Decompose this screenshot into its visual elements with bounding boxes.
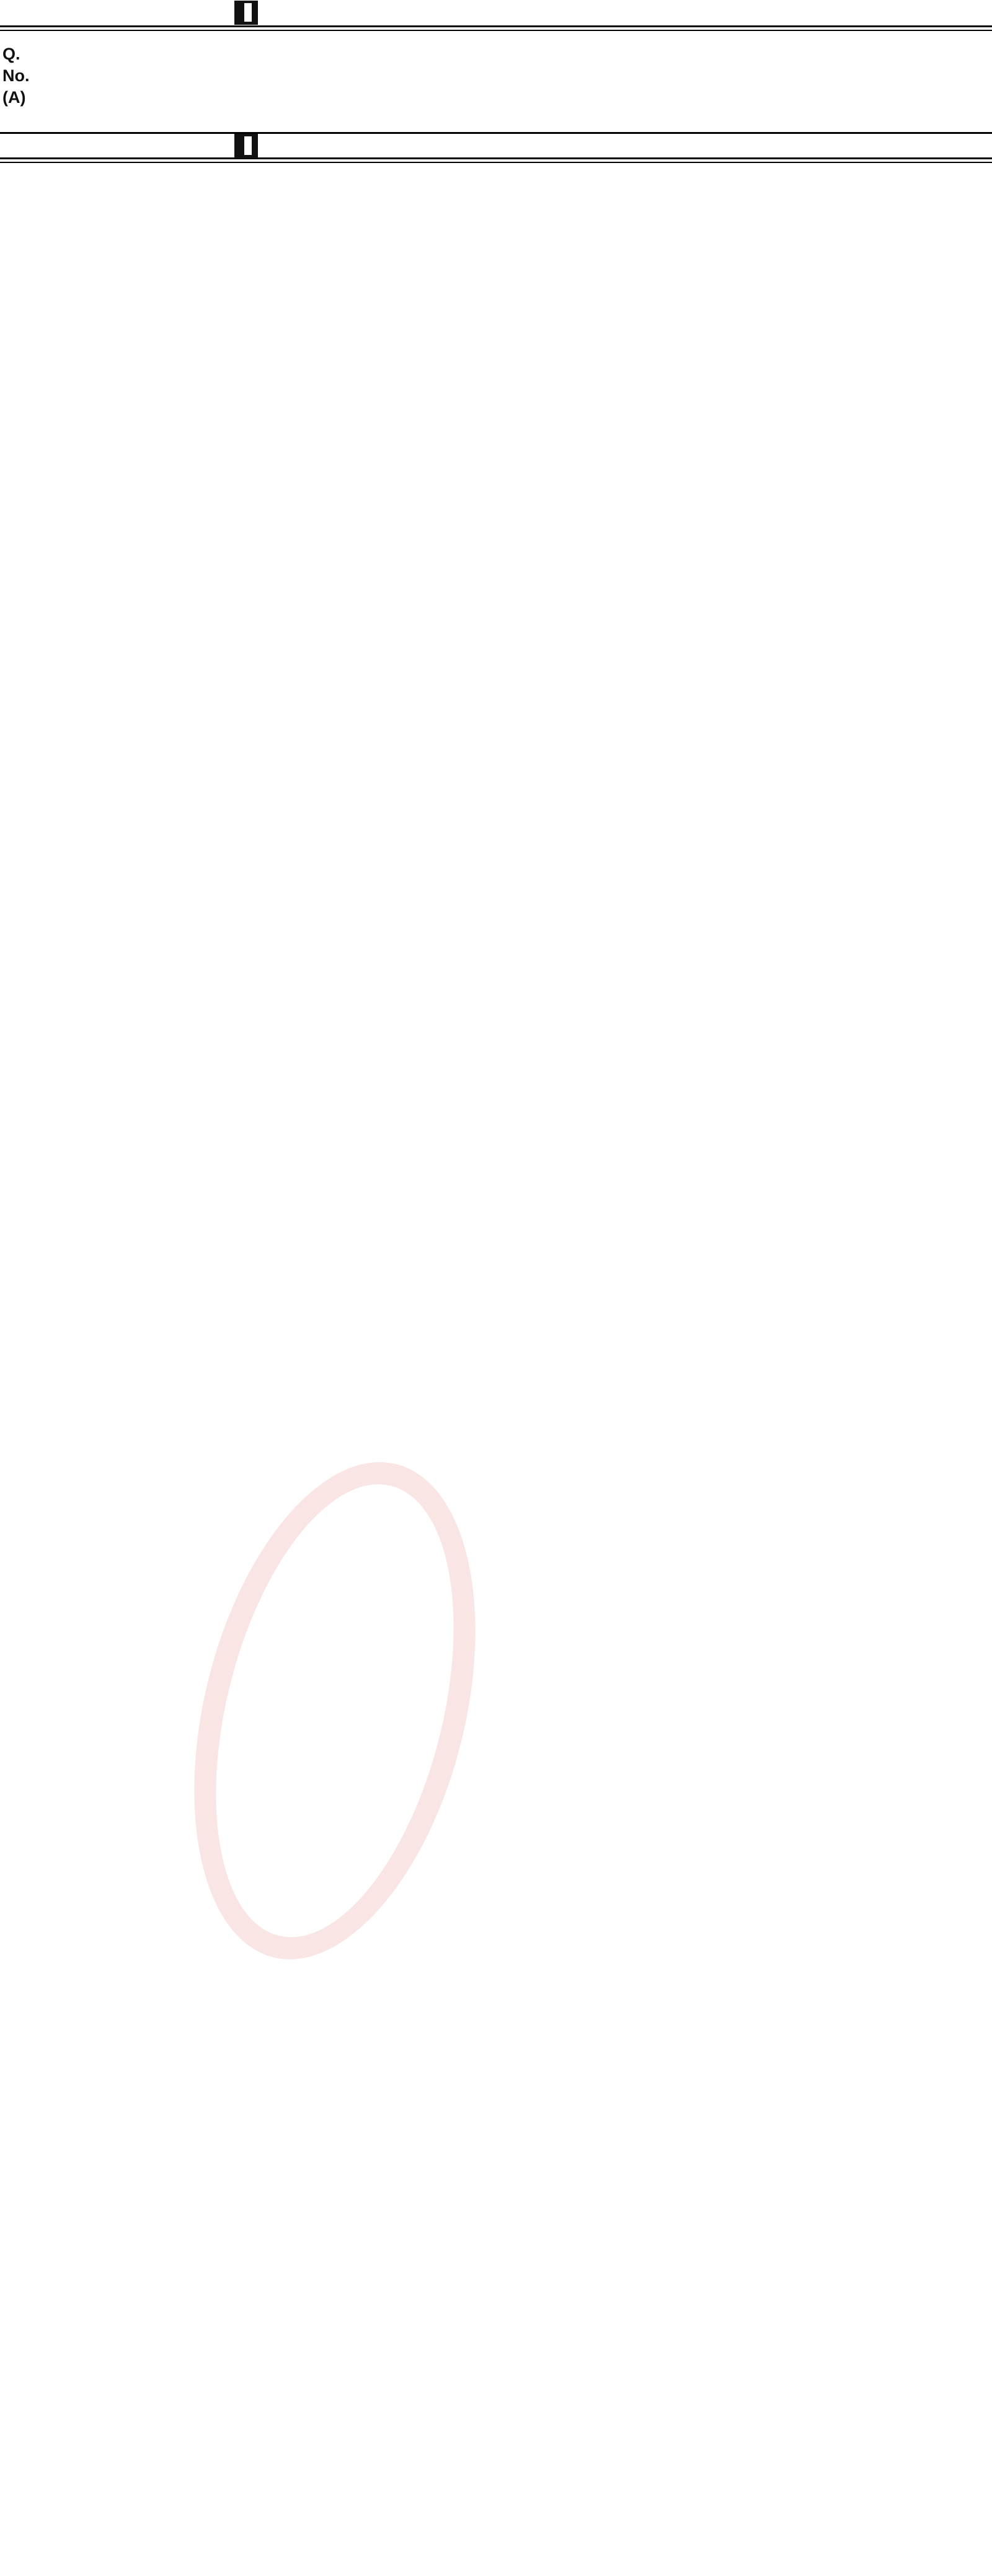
answers-by-2: [0, 112, 992, 113]
subject-badge: [234, 1, 258, 25]
watermark: [147, 1432, 523, 1988]
section-label: Q. No. (A): [2, 45, 30, 107]
objective-header: [0, 0, 992, 27]
subjective-header: [0, 132, 992, 159]
objective-body: [0, 43, 992, 108]
subjective-subheader: [0, 159, 992, 163]
section-heading: [0, 43, 992, 108]
instructions: [0, 31, 992, 36]
subject-badge-2: [234, 134, 258, 158]
